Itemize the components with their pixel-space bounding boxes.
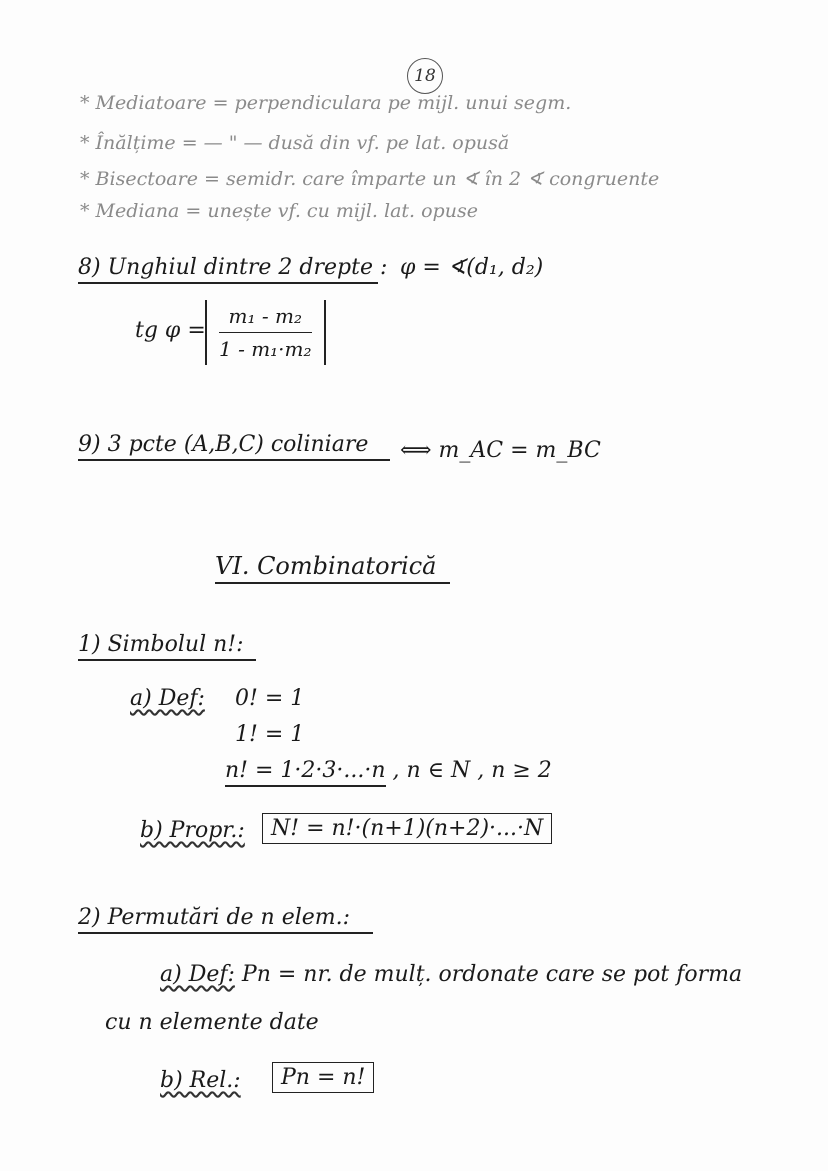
definition-mediatoare — [80, 92, 571, 114]
perm-def-continued: cu n elemente date — [105, 1010, 319, 1035]
factorial-n — [225, 758, 552, 783]
definition-text: Înălțime = — " — dusă din vf. pe lat. opusă — [95, 132, 510, 154]
factorial-property-box: N! = n!·(n+1)(n+2)·...·N — [262, 813, 552, 844]
prop-label — [140, 818, 245, 843]
section-9-heading: 9) 3 pcte (A,B,C) coliniare — [78, 432, 390, 461]
subsection-1-heading: 1) Simbolul n!: — [78, 632, 256, 661]
definition-bisectoare — [80, 168, 659, 190]
subsection-2-heading: 2) Permutări de n elem.: — [78, 905, 373, 934]
numerator: m₁ - m₂ — [219, 304, 312, 333]
chapter-title: VI. Combinatorică — [215, 552, 450, 584]
permutation-relation-box: Pn = n! — [272, 1062, 374, 1093]
rel-label-text: b) Rel.: — [160, 1068, 241, 1093]
angle-formula: φ = ∢(d₁, d₂) — [400, 255, 544, 280]
perm-def-text: Pn = nr. de mulț. ordonate care se pot forma — [241, 962, 743, 987]
prop-label-text: b) Propr.: — [140, 818, 245, 843]
factorial-zero: 0! = 1 — [235, 686, 305, 711]
section-8-heading: 8) Unghiul dintre 2 drepte : — [78, 255, 378, 284]
tangent-fraction — [205, 300, 326, 365]
bullet: * — [80, 92, 90, 114]
definition-inaltime — [80, 132, 509, 154]
definition-text: Mediana = unește vf. cu mijl. lat. opuse — [95, 200, 478, 222]
collinear-formula: ⟺ m_AC = m_BC — [400, 438, 601, 463]
def-label — [130, 686, 205, 711]
bullet: * — [80, 168, 90, 190]
definition-text: Mediatoare = perpendiculara pe mijl. unui segm. — [95, 92, 572, 114]
factorial-n-condition: , n ∈ N , n ≥ 2 — [392, 758, 552, 783]
bullet: * — [80, 200, 90, 222]
factorial-one: 1! = 1 — [235, 722, 305, 747]
def-label-text: a) Def: — [160, 962, 235, 987]
denominator: 1 - m₁·m₂ — [219, 337, 312, 361]
definition-text: Bisectoare = semidr. care împarte un ∢ în 2 ∢ congruente — [95, 168, 660, 190]
perm-def — [160, 962, 742, 987]
def-label-text: a) Def: — [130, 686, 205, 711]
factorial-n-def: n! = 1·2·3·...·n — [225, 758, 386, 787]
tg-label: tg φ = — [135, 318, 206, 343]
bullet: * — [80, 132, 90, 154]
definition-mediana — [80, 200, 478, 222]
rel-label — [160, 1068, 241, 1093]
page-number: 18 — [407, 58, 443, 94]
